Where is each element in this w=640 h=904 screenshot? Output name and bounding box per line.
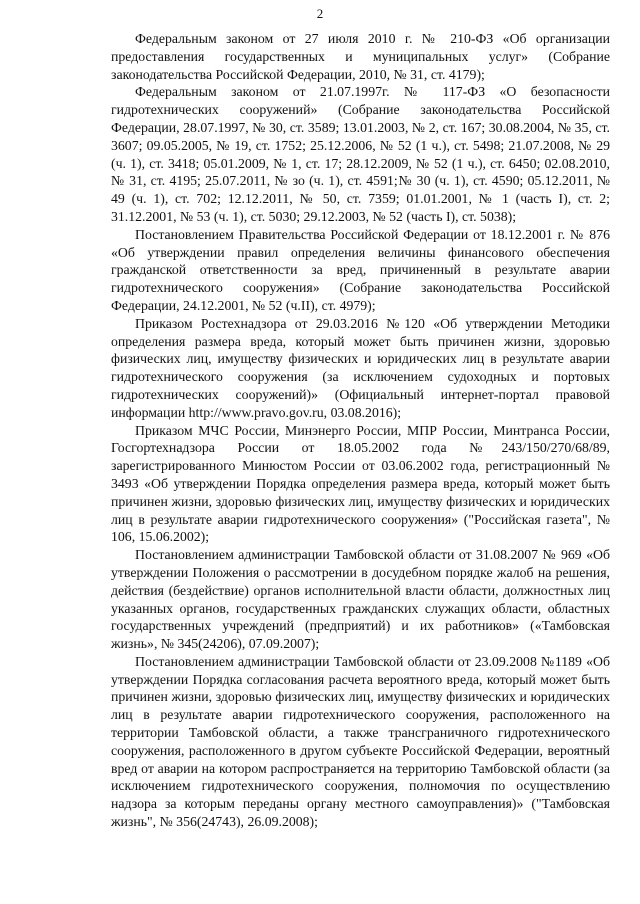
paragraph-mchs-joint-order: Приказом МЧС России, Минэнерго России, МПР России, Минтранса России, Госгортехнадзора России от 18.05.2002 года №243/150/270/68/89, зарегистрированного Минюстом России от 03.06.2002 года, регистрационный № 3493 «Об утверждении Порядка определения размера вреда, который может быть причинен жизни, здоровью физических лиц, имуществу физических и юридических лиц в результате аварии гидротехнического сооружения» ("Российская газета", № 106, 15.06.2002); xyxy=(111,422,610,545)
paragraph-tambov-resolution-969: Постановлением администрации Тамбовской области от 31.08.2007 № 969 «Об утверждении Положения о рассмотрении в досудебном порядке жалоб на решения, действия (бездействие) органов исполнительной власти области, должностных лиц указанных органов, государственных гражданских служащих области, областных государственных учреждений (предприятий) и их работников» («Тамбовская жизнь», № 345(24206), 07.09.2007); xyxy=(111,547,610,652)
paragraph-federal-law-210: Федеральным законом от 27 июля 2010 г. № 210-ФЗ «Об организации предоставления государственных и муниципальных услуг» (Собрание законодательства Российской Федерации, 2010, № 31, ст. 4179); xyxy=(111,31,610,82)
paragraph-tambov-resolution-1189: Постановлением администрации Тамбовской области от 23.09.2008 №1189 «Об утверждении Порядка согласования расчета вероятного вреда, который может быть причинен жизни, здоровью физических лиц, имуществу физических и юридических лиц в результате аварии гидротехнического сооружения, расположенного на территории Тамбовской области, а также трансграничного гидротехнического сооружения, расположенного в другом субъекте Российской Федерации, вероятный вред от аварии на котором распространяется на территорию Тамбовской области (за исключением гидротехнического сооружения, полномочия по осуществлению надзора за которым переданы органу местного самоуправления)» ("Тамбовская жизнь", № 356(24743), 26.09.2008); xyxy=(111,653,610,830)
paragraph-rostechnadzor-order-120: Приказом Ростехнадзора от 29.03.2016 №120 «Об утверждении Методики определения размера вреда, который может быть причинен жизни, здоровью физических лиц, имуществу физических и юридических лиц в результате аварии гидротехнического сооружения (за исключением судоходных и портовых гидротехнических сооружений)» (Официальный интернет-портал правовой информации http://www.pravo.gov.ru, 03.08.2016); xyxy=(111,315,610,420)
paragraph-government-resolution-876: Постановлением Правительства Российской Федерации от 18.12.2001 г. № 876 «Об утверждении правил определения величины финансового обеспечения гражданской ответственности за вред, причиненный в результате аварии гидротехнического сооружения» (Собрание законодательства Российской Федерации, 24.12.2001, № 52 (ч.II), ст. 4979); xyxy=(111,226,610,313)
page-number: 2 xyxy=(316,6,324,21)
paragraph-federal-law-117: Федеральным законом от 21.07.1997г. № 117-ФЗ «О безопасности гидротехнических сооружений» (Собрание законодательства Российской Федерации, 28.07.1997, № 30, ст. 3589; 13.01.2003, № 2, ст. 167; 30.08.2004, № 35, ст. 3607; 09.05.2005, № 19, ст. 1752; 25.12.2006, № 52 (1 ч.), ст. 5498; 21.07.2008, № 29 (ч. 1), ст. 3418; 05.01.2009, № 1, ст. 17; 28.12.2009, № 52 (1 ч.), ст. 6450; 02.08.2010, № 31, ст. 4195; 25.07.2011, № зо (ч. 1), ст. 4591;№ 30 (ч. 1), ст. 4590; 05.12.2011, № 49 (ч. 1), ст. 702; 12.12.2011, № 50, ст. 7359; 01.01.2001, № 1 (часть I), ст. 2; 31.12.2001, № 53 (ч. 1), ст. 5030; 29.12.2003, № 52 (часть I), ст. 5038); xyxy=(111,84,610,224)
